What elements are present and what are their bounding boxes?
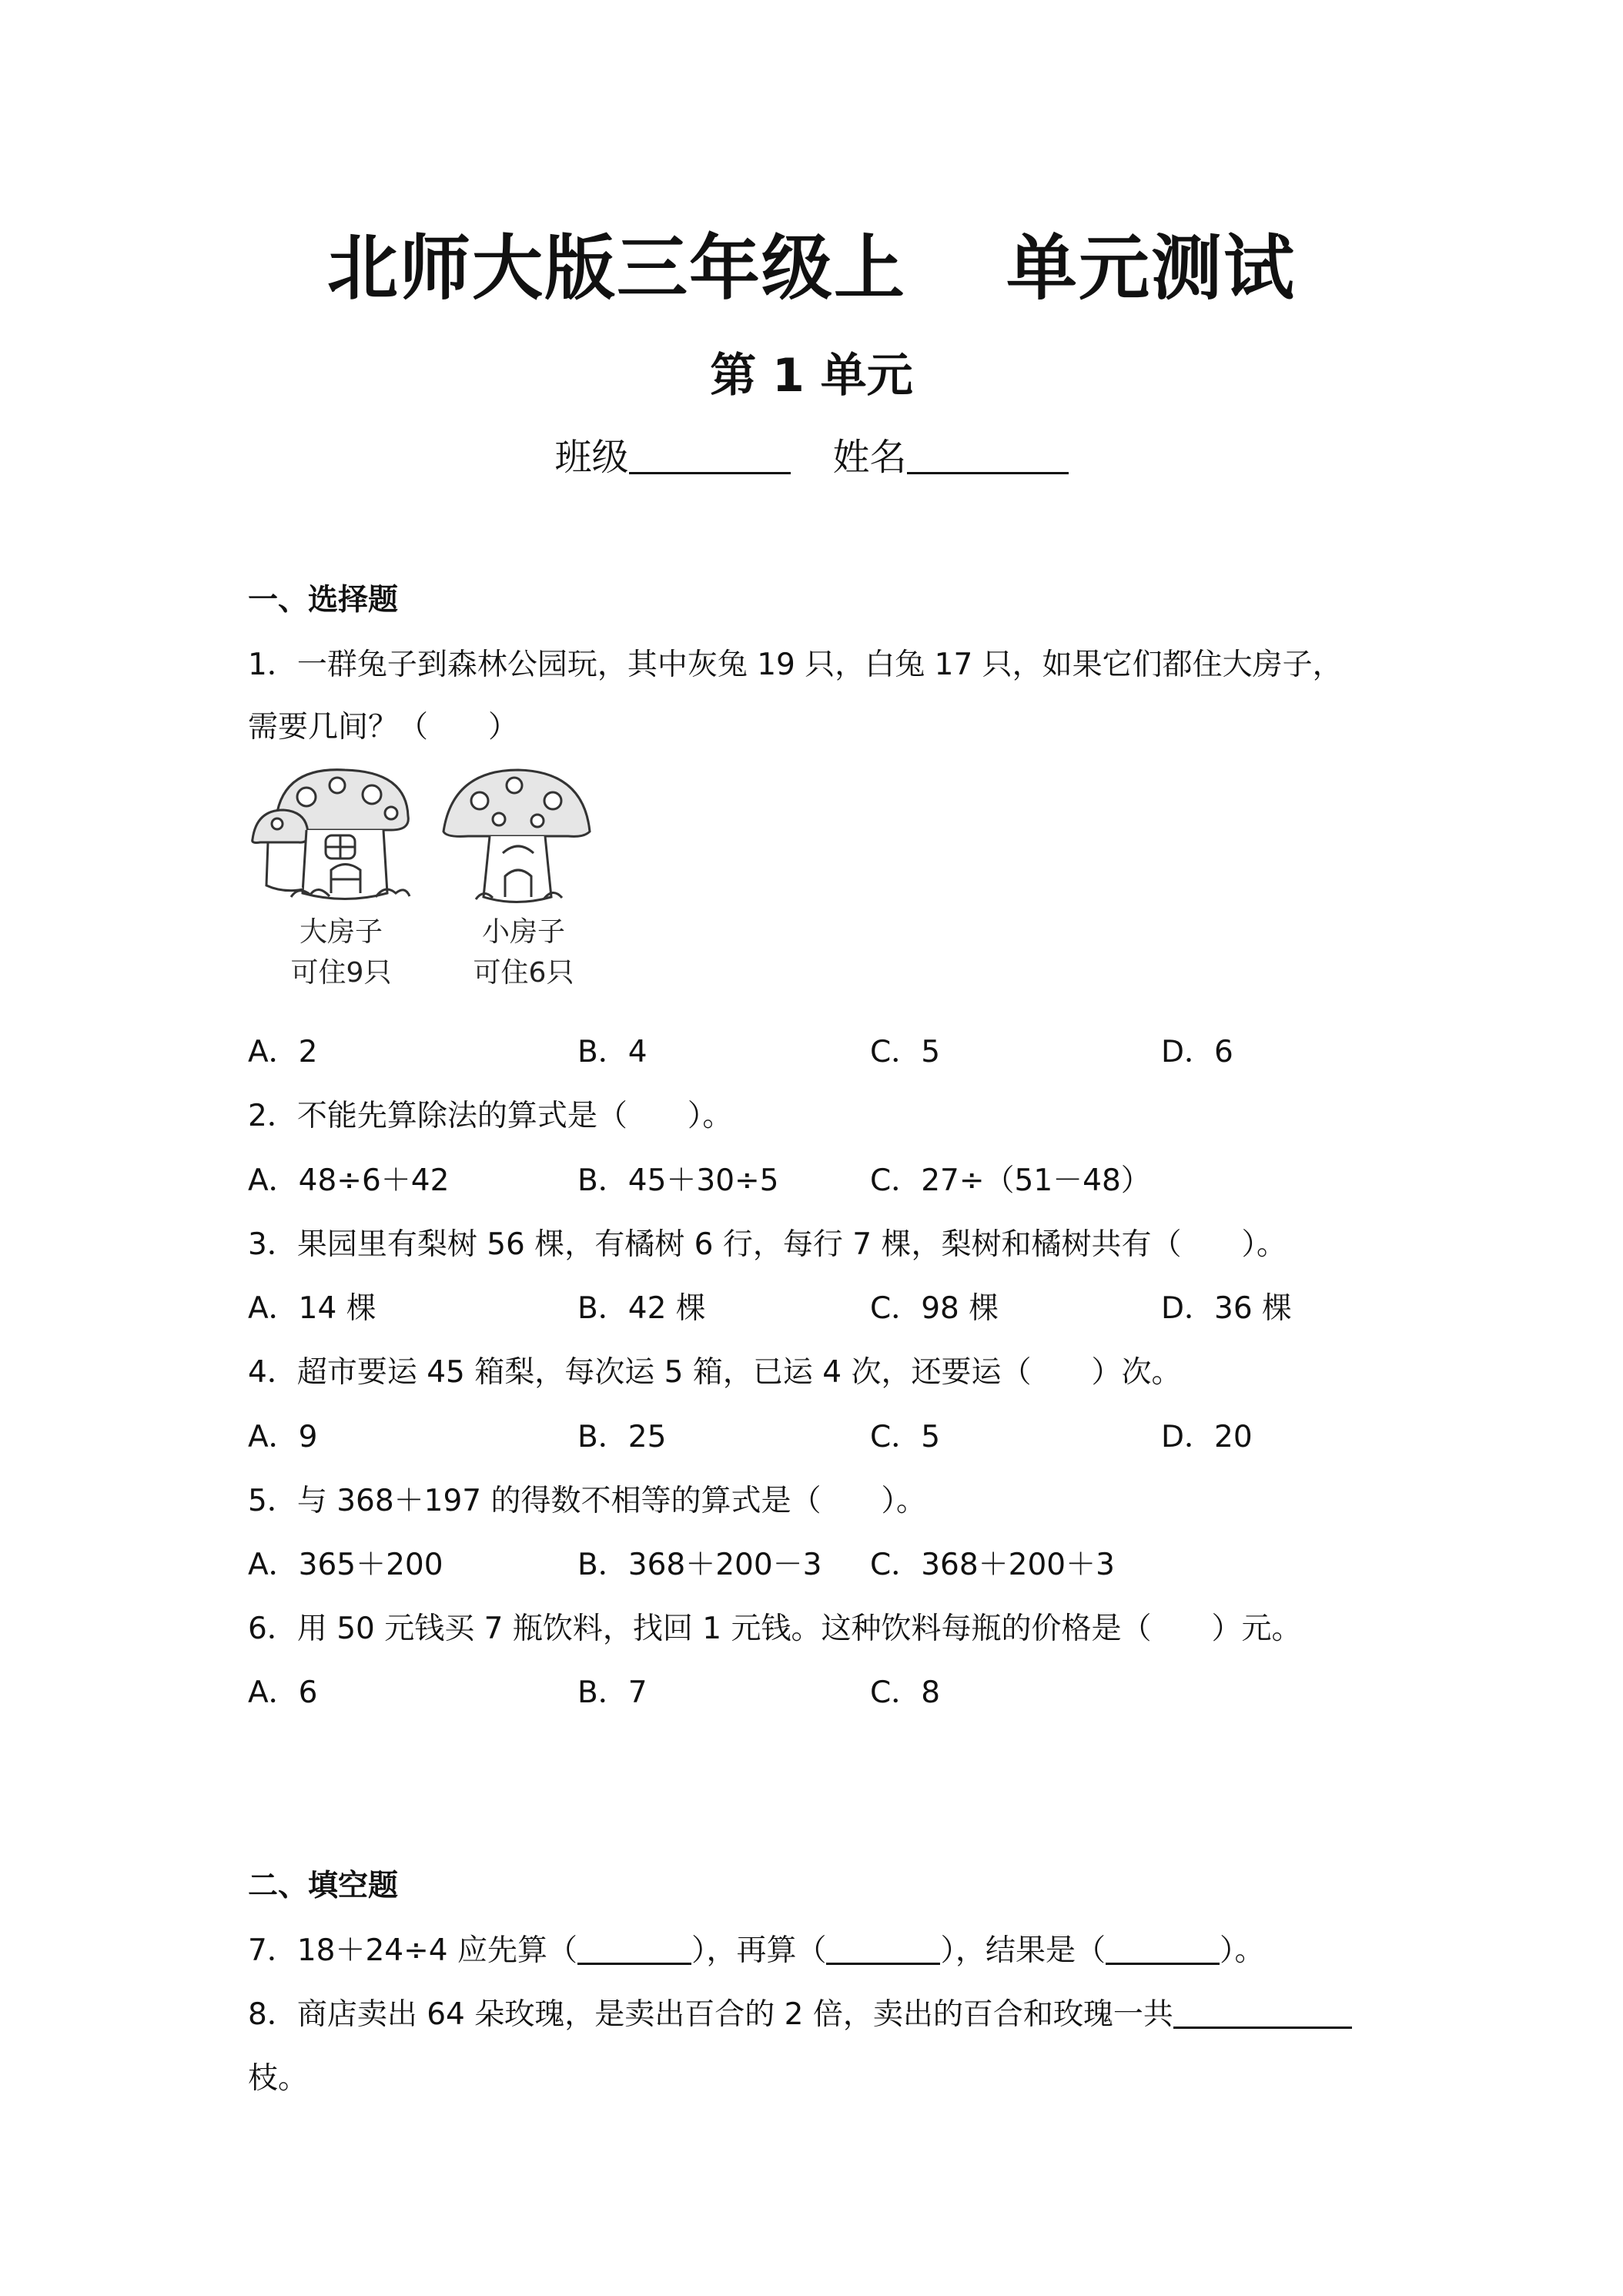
question-4: 4．超市要运 45 箱梨，每次运 5 箱，已运 4 次，还要运（ ）次。 bbox=[248, 1355, 1182, 1390]
title-right: 单元测试 bbox=[1006, 227, 1297, 310]
small-house-capacity: 可住6只 bbox=[473, 957, 574, 989]
section-title-fill: 二、填空题 bbox=[248, 1869, 399, 1903]
q1-option-d[interactable]: D．6 bbox=[1161, 1035, 1233, 1069]
question-1-line2: 需要几间？（ ） bbox=[248, 710, 519, 745]
q7-blank-2[interactable] bbox=[826, 1933, 940, 1965]
q7-blank-1[interactable] bbox=[577, 1933, 691, 1965]
question-8-line1 bbox=[248, 1990, 1352, 2033]
mushroom-houses-illustration bbox=[245, 762, 607, 993]
class-blank[interactable] bbox=[629, 435, 791, 474]
q7-blank-3[interactable] bbox=[1106, 1933, 1220, 1965]
question-7 bbox=[248, 1926, 1265, 1970]
question-6: 6．用 50 元钱买 7 瓶饮料，找回 1 元钱。这种饮料每瓶的价格是（ ）元。 bbox=[248, 1612, 1302, 1646]
q2-option-b[interactable]: B．45＋30÷5 bbox=[577, 1163, 779, 1198]
q2-option-a[interactable]: A．48÷6＋42 bbox=[248, 1163, 450, 1198]
q5-option-a[interactable]: A．365＋200 bbox=[248, 1548, 443, 1582]
big-house-icon bbox=[253, 770, 410, 899]
q8-blank[interactable] bbox=[1173, 1996, 1352, 2029]
section-title-choice: 一、选择题 bbox=[248, 583, 399, 618]
small-house-icon bbox=[443, 770, 590, 902]
q4-option-b[interactable]: B．25 bbox=[577, 1420, 667, 1454]
student-info bbox=[0, 427, 1623, 480]
small-house-label: 小房子 bbox=[481, 916, 566, 948]
q2-option-c[interactable]: C．27÷（51－48） bbox=[870, 1163, 1151, 1198]
q3-option-a[interactable]: A．14 棵 bbox=[248, 1291, 376, 1326]
question-8-line2: 枝。 bbox=[248, 2061, 309, 2096]
q7-part3: ），结果是（ bbox=[940, 1933, 1106, 1968]
page-title bbox=[0, 212, 1623, 313]
q1-option-b[interactable]: B．4 bbox=[577, 1035, 648, 1069]
q5-option-c[interactable]: C．368＋200＋3 bbox=[870, 1548, 1115, 1582]
q3-option-c[interactable]: C．98 棵 bbox=[870, 1291, 999, 1326]
q6-option-b[interactable]: B．7 bbox=[577, 1675, 648, 1710]
q5-option-b[interactable]: B．368＋200－3 bbox=[577, 1548, 822, 1582]
q8-text: 8．商店卖出 64 朵玫瑰，是卖出百合的 2 倍，卖出的百合和玫瑰一共 bbox=[248, 1997, 1173, 2032]
name-blank[interactable] bbox=[907, 435, 1069, 474]
unit-subtitle: 第 1 单元 bbox=[710, 349, 913, 403]
q4-option-d[interactable]: D．20 bbox=[1161, 1420, 1253, 1454]
question-5: 5．与 368＋197 的得数不相等的算式是（ ）。 bbox=[248, 1484, 926, 1518]
q1-option-c[interactable]: C．5 bbox=[870, 1035, 941, 1069]
title-left: 北师大版三年级上 bbox=[326, 227, 906, 310]
q7-part4: ）。 bbox=[1219, 1933, 1265, 1968]
q6-option-c[interactable]: C．8 bbox=[870, 1675, 941, 1710]
q7-part1: 7．18＋24÷4 应先算（ bbox=[248, 1933, 577, 1968]
q3-option-d[interactable]: D．36 棵 bbox=[1161, 1291, 1293, 1326]
q6-option-a[interactable]: A．6 bbox=[248, 1675, 318, 1710]
q3-option-b[interactable]: B．42 棵 bbox=[577, 1291, 706, 1326]
big-house-capacity: 可住9只 bbox=[290, 957, 392, 989]
q7-part2: ），再算（ bbox=[691, 1933, 827, 1968]
big-house-label: 大房子 bbox=[299, 916, 383, 948]
q4-option-c[interactable]: C．5 bbox=[870, 1420, 941, 1454]
q4-option-a[interactable]: A．9 bbox=[248, 1420, 318, 1454]
class-label: 班级 bbox=[554, 436, 629, 479]
question-1-line1: 1．一群兔子到森林公园玩，其中灰兔 19 只，白兔 17 只，如果它们都住大房子， bbox=[248, 648, 1343, 682]
question-2: 2．不能先算除法的算式是（ ）。 bbox=[248, 1099, 733, 1133]
question-3: 3．果园里有梨树 56 棵，有橘树 6 行，每行 7 棵，梨树和橘树共有（ ）。 bbox=[248, 1227, 1287, 1262]
name-label: 姓名 bbox=[832, 436, 907, 479]
q1-option-a[interactable]: A．2 bbox=[248, 1035, 318, 1069]
